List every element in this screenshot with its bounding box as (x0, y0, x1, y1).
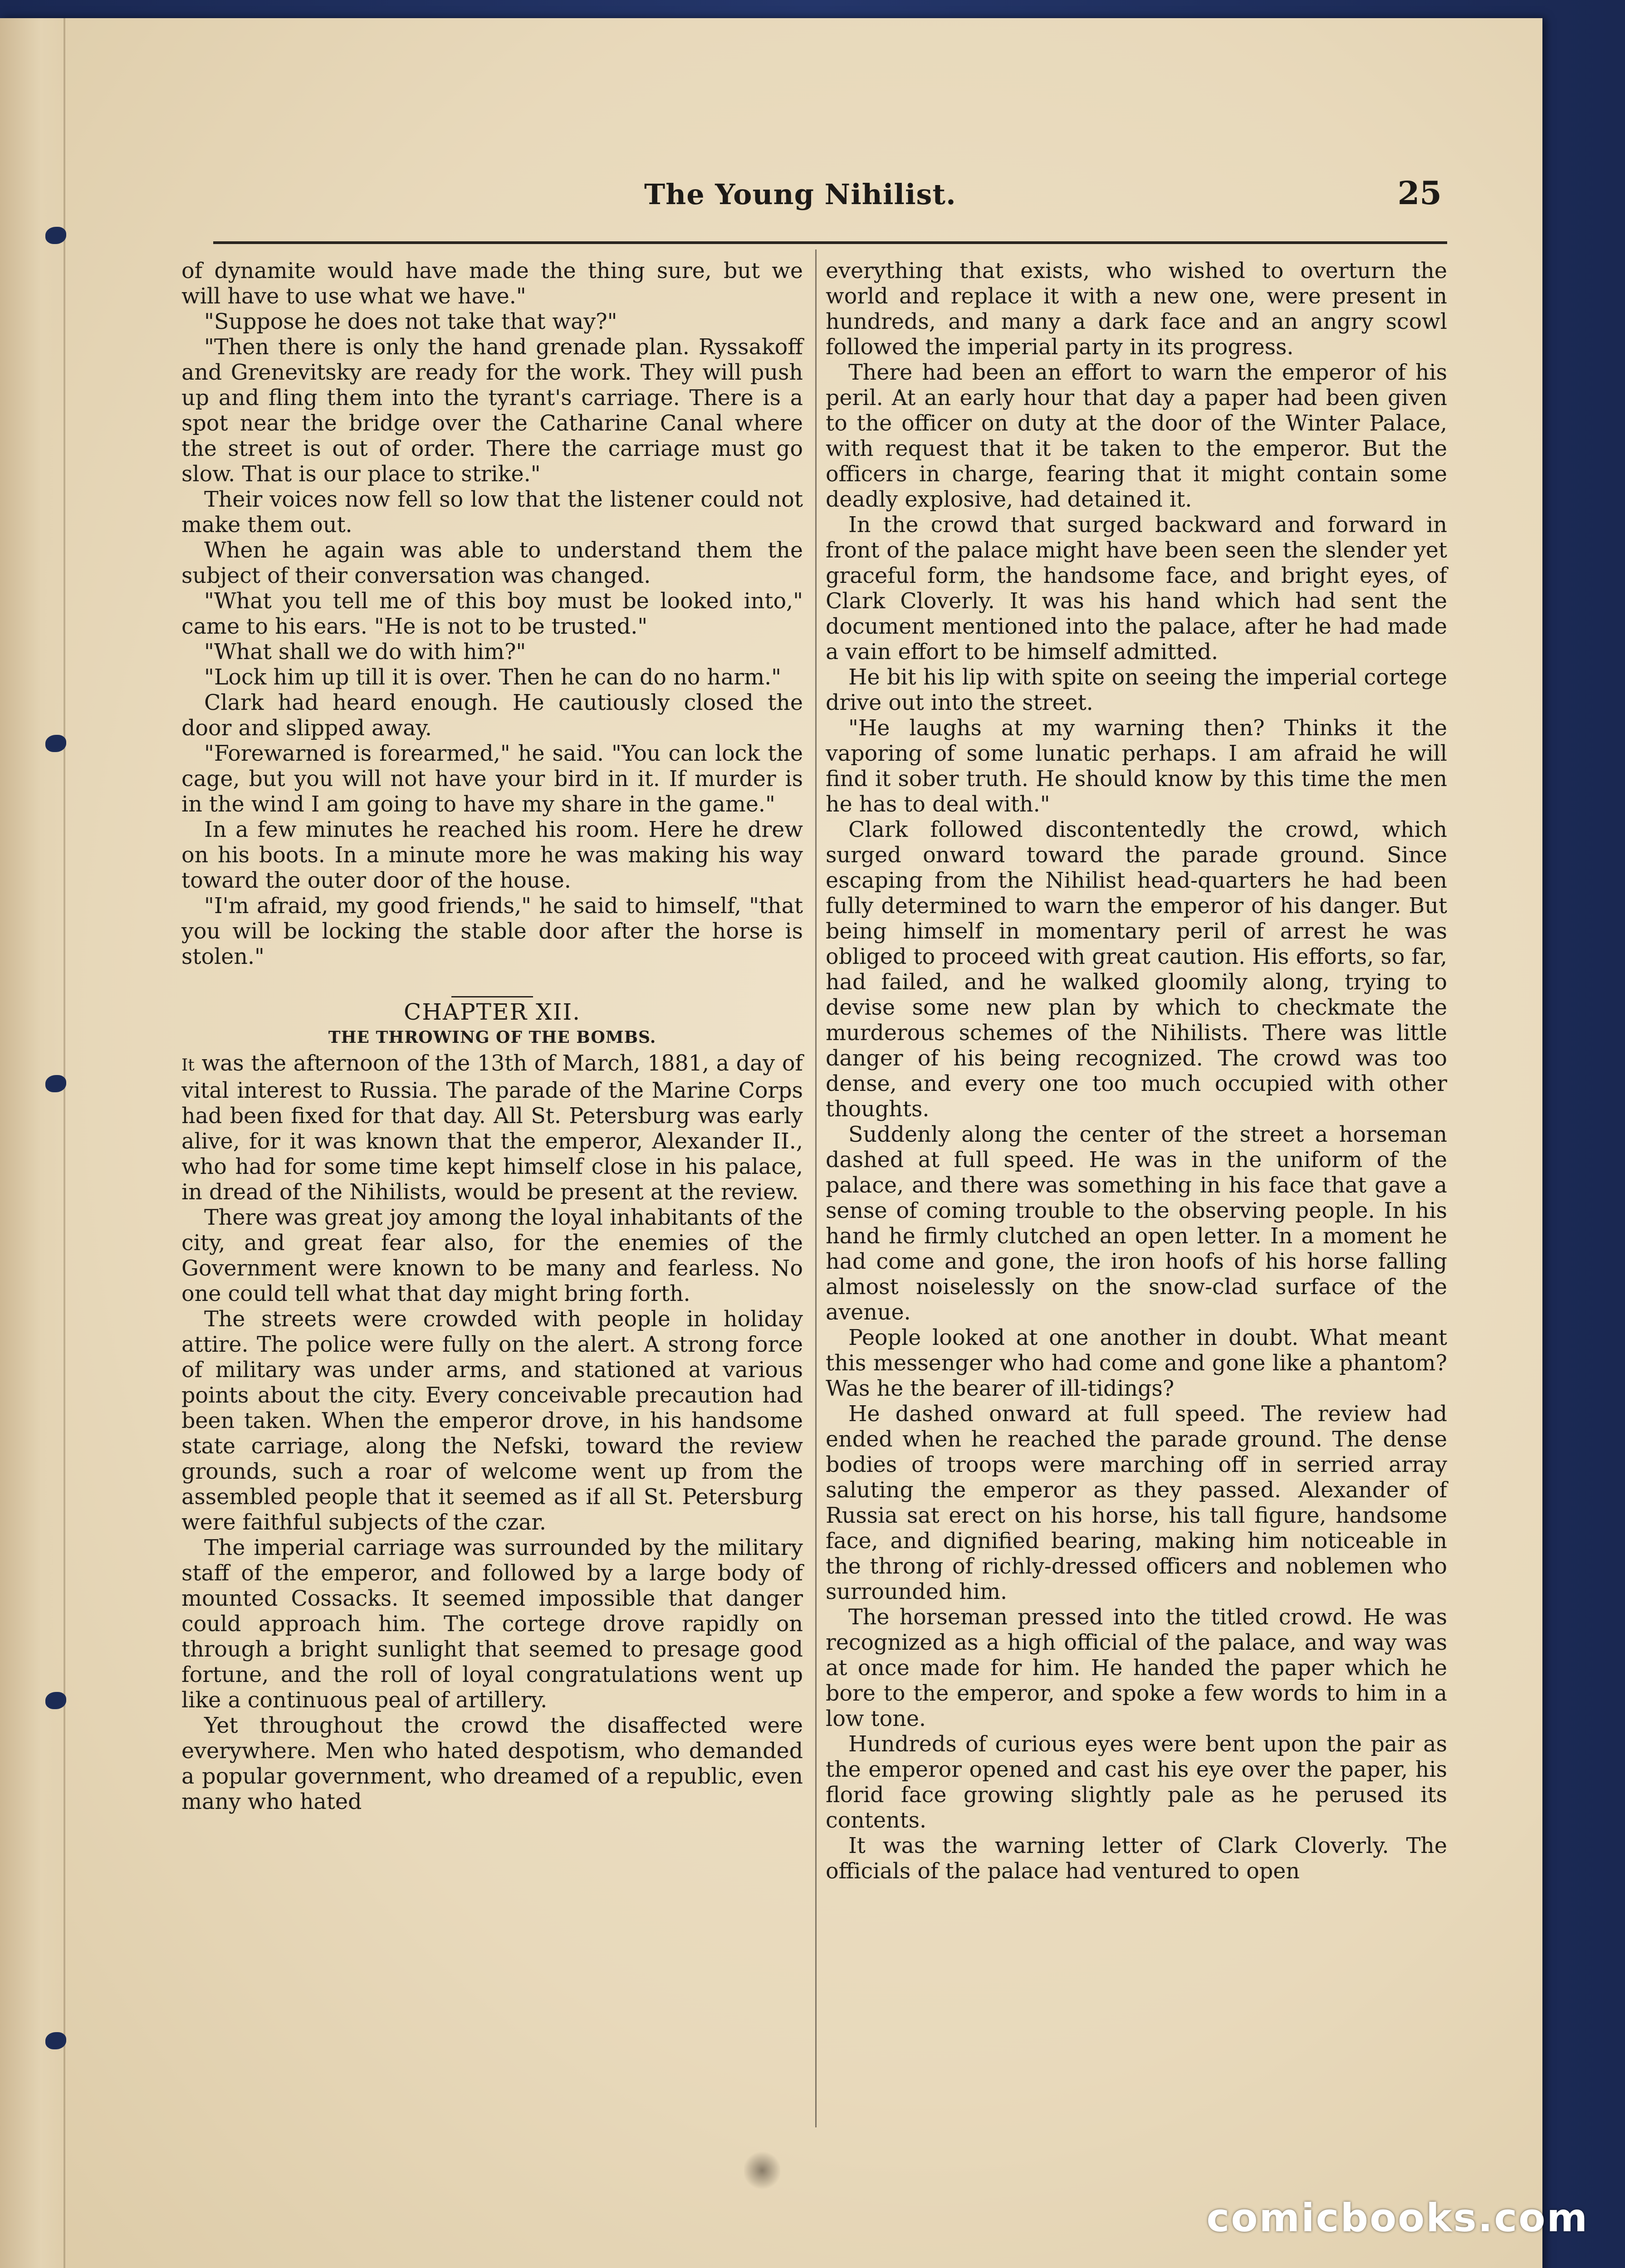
paragraph: "Lock him up till it is over. Then he can do no harm." (204, 665, 782, 690)
paragraph: Hundreds of curious eyes were bent upon the pair as the emperor opened and cast his eye over the paper, his florid face growing slightly pale as he perused its contents. (826, 1732, 1447, 1833)
paragraph: In the crowd that surged backward and forward in front of the palace might have been seen the slender yet graceful form, the handsome face, and bright eyes, of Clark Cloverly. It was his hand which had sent the document mentioned into the palace, after he had made a vain effort to be himself admitted. (826, 513, 1447, 665)
paragraph: "What shall we do with him?" (204, 640, 526, 665)
paragraph: "I'm afraid, my good friends," he said to himself, "that you will be locking the stable door after the horse is stolen." (181, 894, 803, 969)
ink-smudge (744, 2150, 780, 2191)
book-page (0, 18, 1542, 2268)
paragraph: It was the warning letter of Clark Cloverly. The officials of the palace had ventured to open (826, 1833, 1447, 1884)
binding-fold-line (64, 18, 65, 2268)
paragraph: Clark followed discontentedly the crowd, which surged onward toward the parade ground. Since escaping from the Nihilist head-quarters he had been fully determined to warn the emperor of his danger. But being himself in momentary peril of arrest he was obliged to proceed with great caution. His efforts, so far, had failed, and he walked gloomily along, trying to devise some new plan by which to checkmate the murderous schemes of the Nihilists. There was little danger of his being recognized. The crowd was too dense, and every one too much occupied with other thoughts. (826, 817, 1447, 1122)
right-column (826, 259, 1447, 1884)
paragraph: There had been an effort to warn the emperor of his peril. At an early hour that day a paper had been given to the officer on duty at the door of the Winter Palace, with request that it be taken to the emperor. But the officers in charge, fearing that it might contain some deadly explosive, had detained it. (826, 360, 1447, 512)
binding-stitch-hole (45, 227, 66, 244)
paragraph: He bit his lip with spite on seeing the imperial cortege drive out into the street. (826, 665, 1447, 715)
paragraph: Clark had heard enough. He cautiously closed the door and slipped away. (181, 690, 803, 741)
chapter-heading (181, 996, 803, 1050)
paragraph: "Suppose he does not take that way?" (204, 309, 617, 334)
paragraph: The horseman pressed into the titled crowd. He was recognized as a high official of the palace, and way was at once made for him. He handed the paper which he bore to the emperor, and spoke a few words to him in a low tone. (826, 1605, 1447, 1731)
watermark: comicbooks.com (1206, 2195, 1589, 2241)
binding-edge (0, 18, 68, 2268)
opening-paragraph-text: was the afternoon of the 13th of March, 1881, a day of vital interest to Russia. The parade of the Marine Corps had been fixed for that day. All St. Petersburg was early alive, for it was known that the emperor, Alexander II., who had for some time kept himself close in his palace, in dread of the Nihilists, would be present at the review. (181, 1051, 803, 1205)
paragraph: Suddenly along the center of the street a horseman dashed at full speed. He was in the uniform of the palace, and there was something in his face that gave a sense of coming trouble to the observing people. In his hand he firmly clutched an open letter. In a moment he had come and gone, the iron hoofs of his horse falling almost noiselessly on the snow-clad surface of the avenue. (826, 1122, 1447, 1325)
chapter-title: THE THROWING OF THE BOMBS. (328, 1028, 656, 1047)
paragraph: He dashed onward at full speed. The review had ended when he reached the parade ground. The dense bodies of troops were marching off in serried array saluting the emperor as they passed. Alexander of Russia sat erect on his horse, his tall figure, handsome face, and dignified bearing, making him noticeable in the throng of richly-dressed officers and noblemen who surrounded him. (826, 1402, 1447, 1604)
opening-word: It (181, 1056, 195, 1075)
column-divider (815, 249, 817, 2127)
left-column (181, 259, 803, 1815)
header-rule (213, 241, 1447, 244)
chapter-rule (451, 996, 533, 997)
chapter-number: CHAPTER XII. (404, 999, 581, 1025)
paragraph: In a few minutes he reached his room. Here he drew on his boots. In a minute more he was making his way toward the outer door of the house. (181, 817, 803, 893)
paragraph: "Forewarned is forearmed," he said. "You can lock the cage, but you will not have your bird in it. If murder is in the wind I am going to have my share in the game." (181, 741, 803, 817)
running-title: The Young Nihilist. (644, 178, 956, 211)
paragraph: "What you tell me of this boy must be looked into," came to his ears. "He is not to be trusted." (181, 589, 803, 639)
paragraph: People looked at one another in doubt. What meant this messenger who had come and gone like a phantom? Was he the bearer of ill-tidings? (826, 1325, 1447, 1401)
paragraph: The streets were crowded with people in holiday attire. The police were fully on the alert. A strong force of military was under arms, and stationed at various points about the city. Every conceivable precaution had been taken. When the emperor drove, in his handsome state carriage, along the Nefski, toward the review grounds, such a roar of welcome went up from the assembled people that it seemed as if all St. Petersburg were faithful subjects of the czar. (181, 1307, 803, 1535)
binding-stitch-hole (45, 735, 66, 752)
paragraph: of dynamite would have made the thing sure, but we will have to use what we have." (181, 259, 803, 309)
chapter-opening-paragraph (181, 1051, 803, 1205)
binding-stitch-hole (45, 2032, 66, 2049)
binding-stitch-hole (45, 1692, 66, 1709)
paragraph: "Then there is only the hand grenade plan. Ryssakoff and Grenevitsky are ready for the work. They will push up and fling them into the tyrant's carriage. There is a spot near the bridge over the Catharine Canal where the street is out of order. There the carriage must go slow. That is our place to strike." (181, 335, 803, 487)
paragraph: "He laughs at my warning then? Thinks it the vaporing of some lunatic perhaps. I am afraid he will find it sober truth. He should know by this time the men he has to deal with." (826, 716, 1447, 817)
paragraph: There was great joy among the loyal inhabitants of the city, and great fear also, for the enemies of the Government were known to be many and fearless. No one could tell what that day might bring forth. (181, 1205, 803, 1306)
paragraph: Yet throughout the crowd the disaffected were everywhere. Men who hated despotism, who demanded a popular government, who dreamed of a republic, even many who hated (181, 1713, 803, 1814)
paragraph: The imperial carriage was surrounded by the military staff of the emperor, and followed by a large body of mounted Cossacks. It seemed impossible that danger could approach him. The cortege drove rapidly on through a bright sunlight that seemed to presage good fortune, and the roll of loyal congratulations went up like a continuous peal of artillery. (181, 1535, 803, 1713)
binding-stitch-hole (45, 1075, 66, 1092)
paragraph: When he again was able to understand them the subject of their conversation was changed. (181, 538, 803, 588)
paragraph: Their voices now fell so low that the listener could not make them out. (181, 487, 803, 538)
page-number: 25 (1397, 174, 1442, 212)
paragraph: everything that exists, who wished to overturn the world and replace it with a new one, were present in hundreds, and many a dark face and an angry scowl followed the imperial party in its progress. (826, 259, 1447, 360)
running-head (213, 168, 1447, 231)
